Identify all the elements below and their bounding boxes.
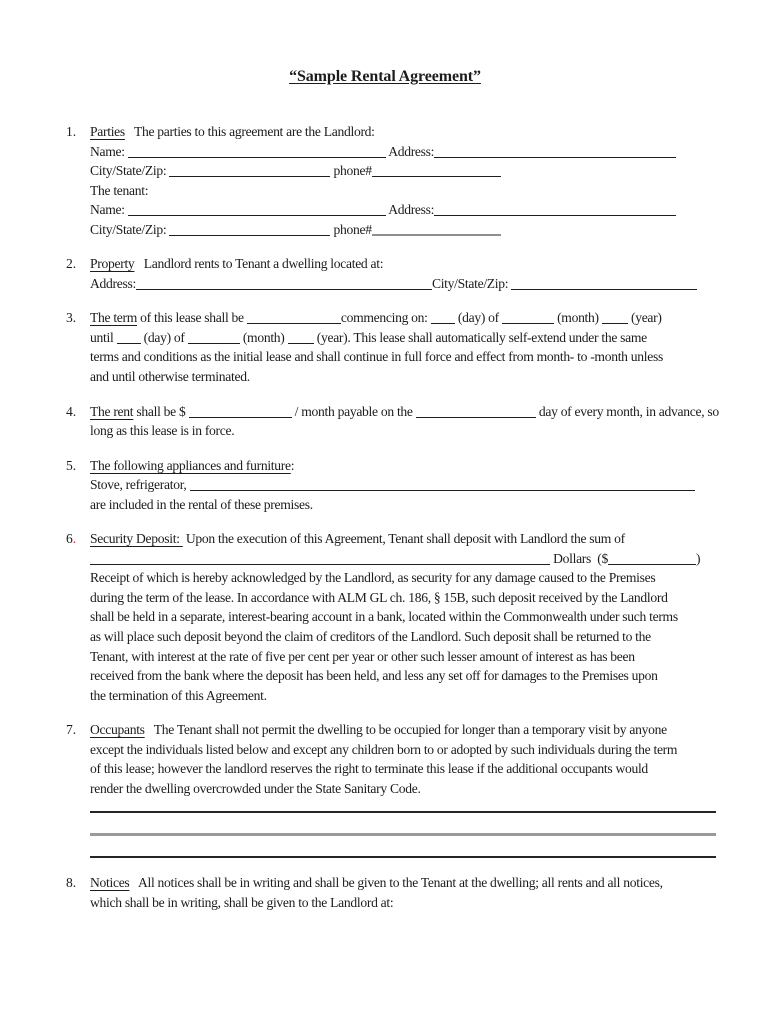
ruled-line [90,813,716,836]
item-line [90,647,716,667]
text-run: and until otherwise terminated. [90,369,250,385]
text-run: received from the bank where the deposit has been held, and less any set off for damages to the Premises upon [90,668,658,684]
text-run: City/State/Zip: [90,163,170,179]
text-run: (day) of [140,329,188,345]
item-line [90,686,716,706]
text-run: shall be $ [133,403,189,419]
text-run: The parties to this agreement are the Landlord: [124,124,375,139]
ruled-line [90,836,716,858]
item-line [90,720,716,740]
text-run: Name: [90,202,128,218]
text-run: except the individuals listed below and except any children born to or adopted by such individuals during the term [90,741,678,757]
item-number-digit: 6 [66,531,73,547]
item-line [90,666,716,686]
item-line [90,308,716,328]
item-line [90,142,716,162]
item-line [90,254,716,274]
item-body [90,122,716,239]
item-line [90,529,716,549]
text-run: Stove, refrigerator, [90,477,190,493]
text-run: Dollars ($ [550,550,608,566]
text-run: Tenant, with interest at the rate of five per cent per year or other such lesser amount of interest as has been [90,648,635,664]
item-number: 2. [66,256,77,272]
blank-field [189,405,292,418]
item-body [90,456,716,515]
section-heading: Security Deposit: [90,531,183,547]
text-run: of this lease; however the landlord reserves the right to terminate this lease if the additional occupants would [90,761,648,777]
item-line [90,181,716,201]
item-number: 4. [66,403,77,419]
item-line [90,475,716,495]
text-run: All notices shall be in writing and shall be given to the Tenant at the dwelling; all rents and all notices, [129,875,663,891]
section-heading: Property [90,256,135,272]
text-run: long as this lease is in force. [90,423,235,439]
text-run: / month payable on the [291,403,416,419]
item-line [90,588,716,608]
item-number: 7. [66,722,77,738]
item-line [90,759,716,779]
text-run: (month) [239,329,288,345]
text-run: Landlord rents to Tenant a dwelling located at: [134,256,384,272]
text-run: (month) [553,310,602,326]
agreement-item [66,456,716,515]
text-run: the termination of this Agreement. [90,687,267,703]
blank-field [372,222,501,236]
ruled-line [90,798,716,813]
item-line [90,495,716,515]
text-run: render the dwelling overcrowded under the State Sanitary Code. [90,780,421,796]
item-line [90,421,716,441]
blank-field [502,311,554,324]
agreement-item [66,122,716,239]
item-number [66,529,90,705]
item-line [90,220,716,240]
item-line [90,347,716,367]
text-run: Upon the execution of this Agreement, Tenant shall deposit with Landlord the sum of [182,531,625,547]
item-line [90,274,716,294]
item-line [90,161,716,181]
text-run: until [90,329,117,345]
document-title: “Sample Rental Agreement” [289,68,481,85]
text-run: City/State/Zip: [431,275,512,291]
agreement-item [66,254,716,293]
section-heading: Notices [90,875,130,891]
item-body [90,873,716,912]
blank-field [288,331,314,344]
blank-field [128,145,386,158]
text-run: : [290,457,295,473]
text-run: Address: [385,143,435,159]
text-run: (year). This lease shall automatically self-extend under the same [313,329,647,345]
red-period: . [72,531,77,547]
agreement-item [66,873,716,912]
item-line [90,627,716,647]
blank-field [136,277,432,290]
text-run: which shall be in writing, shall be given to the Landlord at: [90,894,394,910]
item-line [90,367,716,387]
blank-field [434,145,676,158]
text-run: (day) of [454,310,502,326]
text-run: terms and conditions as the initial lease and shall continue in full force and effect from month- to -month unless [90,349,663,365]
blank-field [188,331,240,344]
text-run: Address: [385,202,435,218]
item-line [90,328,716,348]
blank-field [90,552,550,565]
item-line [90,893,716,913]
section-heading: The following appliances and furniture [90,457,291,473]
item-number: 3. [66,310,77,326]
section-heading: Parties [90,124,125,139]
text-run: ) [695,550,701,566]
text-run: Name: [90,143,128,159]
item-body [90,308,716,386]
item-body [90,529,716,705]
agreement-item [66,308,716,386]
agreement-body [66,122,719,913]
agreement-item [66,402,719,441]
text-run: of this lease shall be [137,310,247,326]
item-body [90,720,716,858]
blank-field [169,164,330,177]
item-line [90,779,716,799]
text-run: commencing on: [340,310,431,326]
blank-field [416,405,536,418]
text-run: The Tenant shall not permit the dwelling to be occupied for longer than a temporary visit by anyone [144,722,667,738]
fill-lines [90,798,716,858]
text-run: phone# [330,221,372,237]
section-heading: The rent [90,403,134,419]
blank-field [169,223,330,236]
item-body [90,402,719,441]
item-line [90,568,716,588]
text-run: shall be held in a separate, interest-bearing account in a bank, located within the Commonwealth under such terms [90,609,678,625]
item-line [90,549,716,569]
section-heading: Occupants [90,722,145,738]
blank-field [602,311,628,324]
text-run: phone# [330,163,372,179]
blank-field [511,277,697,290]
item-number: 1. [66,124,77,139]
blank-field [608,552,696,565]
text-run: Receipt of which is hereby acknowledged by the Landlord, as security for any damage caused to the Premises [90,570,656,586]
blank-field [431,311,455,324]
agreement-item [66,720,716,858]
item-line [90,456,716,476]
blank-field [117,331,141,344]
text-run: City/State/Zip: [90,221,170,237]
item-line [90,873,716,893]
blank-field [434,203,676,216]
text-run: The tenant: [90,182,149,198]
blank-field [128,203,386,216]
item-line [90,607,716,627]
item-line [90,740,716,760]
item-line [90,200,716,220]
item-number: 5. [66,457,77,473]
item-line [90,122,716,142]
text-run: (year) [627,310,662,326]
item-number: 8. [66,875,77,891]
item-body [90,254,716,293]
blank-field [372,164,501,177]
text-run: during the term of the lease. In accordance with ALM GL ch. 186, § 15B, such deposit received by the Landlord [90,589,668,605]
text-run: are included in the rental of these premises. [90,496,313,512]
text-run: Address: [90,275,136,291]
blank-field [247,311,341,324]
blank-field [190,478,695,491]
section-heading: The term [90,310,138,326]
text-run: day of every month, in advance, so [535,403,719,419]
item-line [90,402,719,422]
agreement-item [66,529,716,705]
text-run: as will place such deposit beyond the claim of creditors of the Landlord. Such deposit shall be returned to the [90,629,651,645]
